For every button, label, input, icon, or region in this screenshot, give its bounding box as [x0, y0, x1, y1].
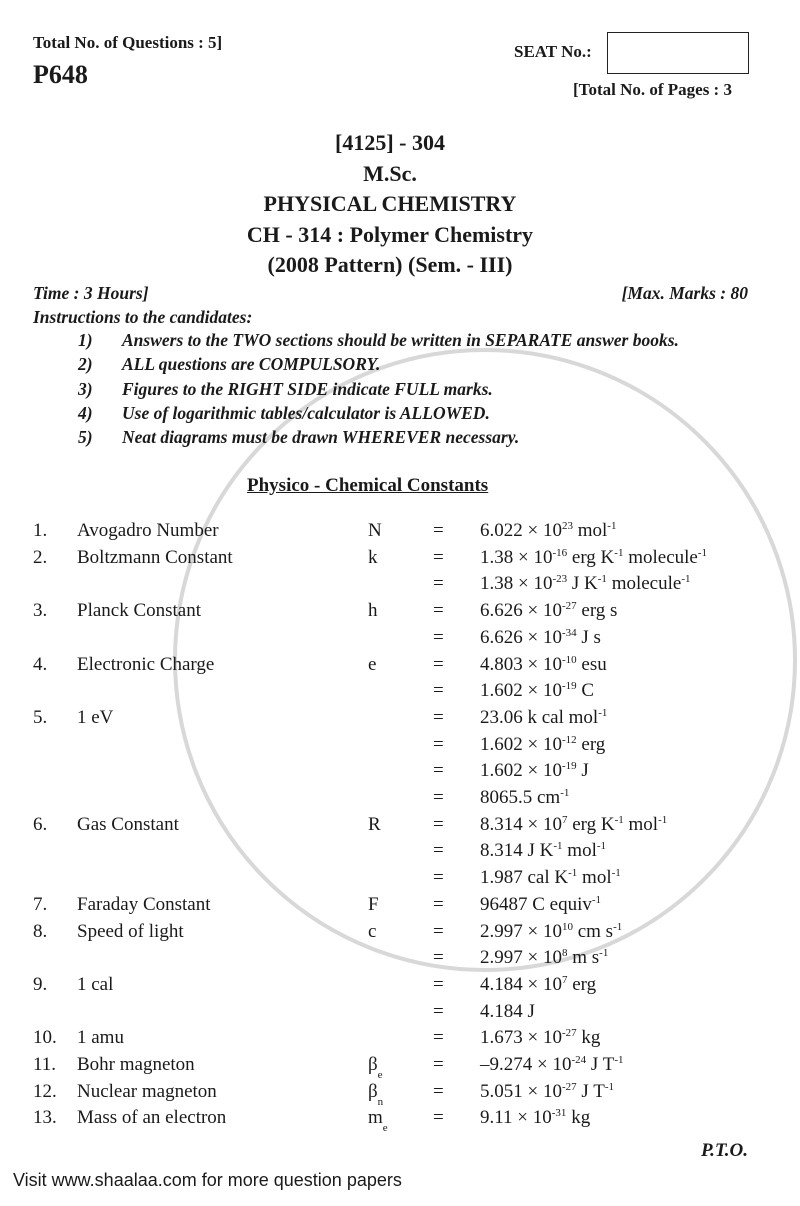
constant-value: [480, 947, 608, 969]
total-pages: [Total No. of Pages : 3: [573, 80, 732, 99]
value-text: 2.997 × 10: [480, 947, 562, 969]
value-exponent: -1: [604, 1080, 614, 1093]
symbol-main: β: [368, 1080, 378, 1102]
total-questions: Total No. of Questions : 5]: [33, 33, 223, 52]
constant-number: 13.: [33, 1107, 57, 1129]
value-text: mol: [623, 813, 659, 835]
constant-name: Planck Constant: [77, 600, 202, 622]
value-text: C: [576, 680, 595, 702]
symbol-main: k: [368, 546, 378, 568]
constant-row: [0, 1081, 800, 1107]
value-exponent: 7: [561, 973, 568, 986]
constant-value: [480, 680, 594, 702]
constant-name: Avogadro Number: [77, 520, 219, 541]
constant-value: [480, 787, 569, 809]
value-text: mol: [572, 520, 608, 541]
value-exponent: -1: [596, 840, 607, 853]
value-exponent: -1: [598, 706, 608, 719]
value-text: kg: [576, 1027, 601, 1049]
constant-name: 1 cal: [77, 973, 114, 995]
equals-sign: =: [433, 947, 444, 969]
constant-name: Electronic Charge: [77, 653, 215, 675]
value-exponent: -1: [611, 867, 621, 880]
value-text: 8.314 × 10: [480, 813, 562, 835]
constant-symbol: [368, 600, 378, 622]
equals-sign: =: [433, 626, 444, 648]
subject: PHYSICAL CHEMISTRY: [263, 191, 517, 216]
value-exponent: -10: [561, 653, 577, 666]
value-text: 1.987 cal K: [480, 867, 569, 889]
value-text: J T: [586, 1054, 615, 1075]
symbol-main: h: [368, 600, 378, 622]
equals-sign: =: [433, 573, 444, 595]
symbol-subscript: e: [382, 1122, 388, 1135]
equals-sign: =: [433, 867, 444, 889]
constant-name: Boltzmann Constant: [77, 546, 233, 568]
constants-heading: Physico - Chemical Constants: [247, 475, 489, 496]
value-text: 1.38 × 10: [480, 546, 553, 568]
constant-value: [480, 894, 601, 916]
value-text: 96487 C equiv: [480, 893, 592, 915]
constant-row: [0, 547, 800, 573]
constant-number: 6.: [33, 813, 48, 835]
constant-value: [480, 1081, 614, 1103]
constant-value: [480, 654, 607, 676]
symbol-main: F: [368, 893, 379, 915]
constant-row: [0, 520, 800, 546]
equals-sign: =: [433, 973, 444, 995]
constant-row: [0, 600, 800, 626]
constant-row: [0, 894, 800, 920]
equals-sign: =: [433, 733, 444, 755]
equals-sign: =: [433, 1107, 444, 1129]
constant-row: [0, 654, 800, 680]
course: CH - 314 : Polymer Chemistry: [246, 222, 534, 247]
constant-symbol: [368, 1054, 383, 1081]
instruction-text: Neat diagrams must be drawn WHEREVER necessary.: [122, 427, 520, 448]
constant-number: 7.: [33, 893, 48, 915]
value-exponent: -1: [613, 920, 623, 933]
value-text: erg s: [576, 600, 618, 622]
value-text: 8.314 J K: [480, 840, 554, 862]
value-text: esu: [576, 653, 607, 675]
constant-number: 11.: [33, 1054, 57, 1075]
value-text: 1.38 × 10: [480, 573, 553, 595]
instruction-text: ALL questions are COMPULSORY.: [122, 354, 381, 375]
seat-number-box: [607, 32, 749, 74]
equals-sign: =: [433, 920, 444, 942]
value-exponent: -1: [599, 947, 609, 960]
symbol-main: β: [368, 1054, 378, 1075]
constant-row: [0, 787, 800, 813]
constant-row: [0, 867, 800, 893]
value-text: 4.803 × 10: [480, 653, 562, 675]
constant-row: [0, 1054, 800, 1080]
value-exponent: -1: [591, 893, 602, 906]
constant-symbol: [368, 654, 376, 676]
constant-row: [0, 974, 800, 1000]
constant-symbol: [368, 1107, 388, 1135]
instruction-number: 3): [78, 378, 93, 399]
value-exponent: -19: [561, 680, 577, 693]
constant-number: 5.: [33, 706, 48, 728]
constant-name: 1 eV: [77, 706, 114, 728]
value-text: 9.11 × 10: [480, 1107, 552, 1129]
value-exponent: 23: [561, 520, 573, 532]
constant-value: [480, 1054, 623, 1076]
seat-label: SEAT No.:: [514, 42, 592, 61]
footer-visit-link[interactable]: Visit www.shaalaa.com for more question papers: [13, 1170, 402, 1190]
constant-row: [0, 707, 800, 733]
value-text: J s: [576, 626, 601, 648]
constant-row: [0, 840, 800, 866]
constant-value: [480, 814, 667, 836]
constant-value: [480, 840, 606, 862]
value-exponent: -1: [597, 573, 607, 586]
value-text: erg: [567, 973, 597, 995]
value-exponent: -1: [614, 546, 624, 559]
constant-row: [0, 627, 800, 653]
value-exponent: -19: [561, 760, 577, 773]
pto: P.T.O.: [701, 1140, 748, 1161]
equals-sign: =: [433, 653, 444, 675]
equals-sign: =: [433, 1080, 444, 1102]
constant-value: [480, 627, 601, 649]
value-text: molecule: [606, 573, 682, 595]
constant-name: Faraday Constant: [77, 893, 211, 915]
constant-number: 1.: [33, 520, 48, 541]
instruction-number: 2): [78, 354, 93, 375]
value-exponent: -34: [561, 626, 577, 639]
value-text: 2.997 × 10: [480, 920, 562, 942]
equals-sign: =: [433, 787, 444, 808]
value-text: 1.673 × 10: [480, 1027, 562, 1049]
constant-number: 4.: [33, 653, 48, 675]
constant-row: [0, 1027, 800, 1053]
equals-sign: =: [433, 520, 444, 541]
instruction-text: Answers to the TWO sections should be written in SEPARATE answer books.: [122, 330, 679, 350]
value-text: erg: [576, 733, 606, 755]
constant-row: [0, 573, 800, 599]
constant-value: [480, 1027, 600, 1049]
constant-value: [480, 1107, 590, 1129]
equals-sign: =: [433, 546, 444, 568]
value-text: –9.274 × 10: [480, 1054, 572, 1075]
instruction-number: 1): [78, 330, 93, 350]
constant-value: [480, 707, 607, 729]
instructions-heading: Instructions to the candidates:: [33, 307, 253, 327]
constant-symbol: [368, 547, 378, 569]
value-text: J: [576, 760, 589, 782]
equals-sign: =: [433, 1027, 444, 1049]
value-text: 4.184 × 10: [480, 973, 562, 995]
value-text: 1.602 × 10: [480, 760, 562, 782]
instruction-text: Use of logarithmic tables/calculator is ALLOWED.: [122, 402, 490, 423]
value-exponent: -16: [552, 546, 568, 559]
constant-symbol: [368, 1080, 384, 1108]
constant-symbol: [368, 520, 382, 542]
value-text: molecule: [623, 546, 698, 568]
constant-name: Nuclear magneton: [77, 1080, 217, 1102]
value-exponent: -1: [614, 813, 624, 826]
value-exponent: -27: [561, 600, 577, 613]
constant-value: [480, 760, 589, 782]
constant-name: 1 amu: [77, 1027, 124, 1049]
value-text: 23.06 k cal mol: [480, 706, 599, 728]
value-text: mol: [562, 840, 597, 862]
paper-code: P648: [33, 60, 88, 89]
constant-value: [480, 600, 617, 622]
constant-row: [0, 734, 800, 760]
value-exponent: -12: [561, 733, 577, 746]
constant-row: [0, 1001, 800, 1027]
constant-row: [0, 814, 800, 840]
value-text: J T: [576, 1080, 605, 1102]
equals-sign: =: [433, 706, 444, 728]
value-text: cm s: [572, 920, 614, 942]
instruction-number: 4): [78, 402, 93, 423]
constant-row: [0, 1107, 800, 1133]
constant-number: 8.: [33, 920, 48, 942]
constant-name: Gas Constant: [77, 813, 179, 835]
value-text: 8065.5 cm: [480, 787, 561, 808]
value-text: 6.626 × 10: [480, 600, 562, 622]
symbol-main: N: [368, 520, 382, 541]
equals-sign: =: [433, 813, 444, 835]
symbol-main: R: [368, 813, 381, 835]
symbol-subscript: e: [377, 1069, 383, 1081]
degree: M.Sc.: [363, 161, 417, 186]
value-text: J K: [567, 573, 598, 595]
value-exponent: 7: [561, 813, 568, 826]
symbol-main: m: [368, 1107, 383, 1129]
value-exponent: -27: [561, 1080, 577, 1093]
value-exponent: -1: [560, 787, 570, 799]
symbol-main: e: [368, 653, 377, 675]
constant-value: [480, 974, 596, 996]
equals-sign: =: [433, 760, 444, 782]
constant-value: [480, 734, 605, 756]
equals-sign: =: [433, 1054, 444, 1075]
value-text: 5.051 × 10: [480, 1080, 562, 1102]
constant-value: [480, 1001, 535, 1023]
value-text: erg K: [567, 546, 615, 568]
equals-sign: =: [433, 1000, 444, 1022]
value-exponent: -27: [561, 1027, 577, 1040]
equals-sign: =: [433, 680, 444, 702]
value-text: 6.022 × 10: [480, 520, 562, 541]
value-text: 1.602 × 10: [480, 733, 562, 755]
value-exponent: -1: [697, 546, 708, 559]
constant-number: 10.: [33, 1027, 57, 1049]
constant-number: 3.: [33, 600, 48, 622]
constant-value: [480, 921, 622, 943]
constant-symbol: [368, 814, 381, 836]
value-exponent: -23: [552, 573, 568, 586]
value-text: erg K: [567, 813, 615, 835]
equals-sign: =: [433, 600, 444, 622]
constant-value: [480, 520, 616, 542]
constant-number: 9.: [33, 973, 48, 995]
paper-number: [4125] - 304: [335, 130, 445, 155]
value-exponent: 10: [561, 920, 573, 933]
constant-name: Bohr magneton: [77, 1054, 195, 1075]
value-text: mol: [577, 867, 612, 889]
constant-row: [0, 760, 800, 786]
value-exponent: -1: [658, 813, 668, 826]
constant-row: [0, 921, 800, 947]
constant-row: [0, 947, 800, 973]
value-exponent: -1: [607, 520, 617, 532]
equals-sign: =: [433, 893, 444, 915]
max-marks: [Max. Marks : 80: [621, 283, 748, 303]
time: Time : 3 Hours]: [33, 283, 149, 303]
constant-symbol: [368, 894, 379, 916]
constant-value: [480, 547, 707, 569]
value-exponent: -1: [681, 573, 691, 586]
value-exponent: -24: [571, 1054, 587, 1066]
value-text: 1.602 × 10: [480, 680, 562, 702]
value-exponent: -31: [551, 1107, 567, 1120]
instruction-number: 5): [78, 427, 93, 448]
value-text: 6.626 × 10: [480, 626, 562, 648]
value-exponent: 8: [561, 947, 568, 960]
constant-symbol: [368, 921, 376, 943]
value-text: kg: [566, 1107, 591, 1129]
value-text: 4.184 J: [480, 1000, 535, 1022]
pattern: (2008 Pattern) (Sem. - III): [267, 252, 513, 277]
constant-name: Mass of an electron: [77, 1107, 227, 1129]
constant-value: [480, 573, 691, 595]
constant-name: Speed of light: [77, 920, 184, 942]
constant-number: 2.: [33, 546, 48, 568]
value-exponent: -1: [553, 840, 563, 853]
constant-value: [480, 867, 621, 889]
symbol-subscript: n: [377, 1095, 384, 1108]
equals-sign: =: [433, 840, 444, 862]
instruction-text: Figures to the RIGHT SIDE indicate FULL marks.: [122, 378, 493, 399]
value-exponent: -1: [568, 867, 578, 880]
constant-number: 12.: [33, 1080, 57, 1102]
symbol-main: c: [368, 920, 377, 942]
constant-row: [0, 680, 800, 706]
value-text: m s: [567, 947, 600, 969]
value-exponent: -1: [614, 1054, 624, 1066]
